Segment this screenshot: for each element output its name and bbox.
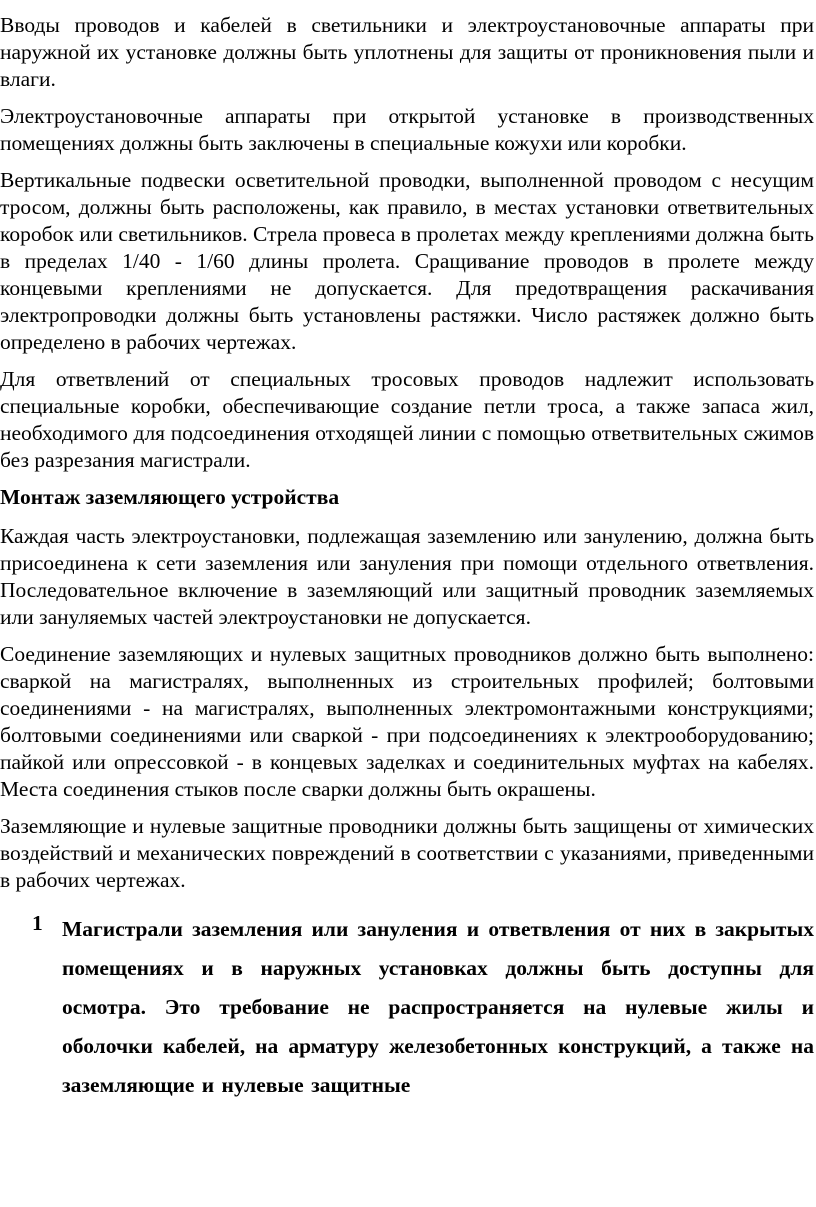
paragraph-grounding-connection: Каждая часть электроустановки, подлежащая заземлению или занулению, должна быть присоединена к сети заземления или зануления при помощи отдельного ответвления. Последовательное включение в заземляющий или защитный проводник заземляемых или зануляемых частей электроустановки не допускается. — [0, 524, 814, 629]
paragraph-branch-boxes: Для ответвлений от специальных тросовых проводов надлежит использовать специальные коробки, обеспечивающие создание петли троса, а также запаса жил, необходимого для подсоединения отходящей линии с помощью ответвительных сжимов без разрезания магистрали. — [0, 367, 814, 472]
paragraph-vertical-suspensions: Вертикальные подвески осветительной проводки, выполненной проводом с несущим тросом, должны быть расположены, как правило, в местах установки ответвительных коробок или светильников. Стрела провеса в пролетах между креплениями должна быть в пределах 1/40 - 1/60 длины пролета. Сращивание проводов в пролете между концевыми креплениями не допускается. Для предотвращения раскачивания электропроводки должны быть установлены растяжки. Число растяжек должно быть определено в рабочих чертежах. — [0, 168, 814, 354]
list-item-number: 1 — [32, 911, 43, 935]
section-heading: Монтаж заземляющего устройства — [0, 485, 340, 509]
paragraph-cable-inputs: Вводы проводов и кабелей в светильники и электроустановочные аппараты при наружной их установке должны быть уплотнены для защиты от проникновения пыли и влаги. — [0, 13, 814, 91]
list-item-text: Магистрали заземления или зануления и ответвления от них в закрытых помещениях и в наружных установках должны быть доступны для осмотра. Это требование не распространяется на нулевые жилы и оболочки кабелей, на арматуру железобетонных конструкций, а также на заземляющие и нулевые защитные — [62, 917, 814, 1097]
paragraph-installation-devices: Электроустановочные аппараты при открытой установке в производственных помещениях должны быть заключены в специальные кожухи или коробки. — [0, 104, 814, 155]
paragraph-conductor-joints: Соединение заземляющих и нулевых защитных проводников должно быть выполнено: сваркой на магистралях, выполненных из строительных профилей; болтовыми соединениями - на магистралях, выполненных электромонтажными конструкциями; болтовыми соединениями или сваркой - при подсоединениях к электрооборудованию; пайкой или опрессовкой - в концевых заделках и соединительных муфтах на кабелях. Места соединения стыков после сварки должны быть окрашены. — [0, 642, 814, 801]
numbered-list-item — [0, 910, 814, 1105]
paragraph-conductor-protection: Заземляющие и нулевые защитные проводники должны быть защищены от химических воздействий и механических повреждений в соответствии с указаниями, приведенными в рабочих чертежах. — [0, 814, 814, 892]
